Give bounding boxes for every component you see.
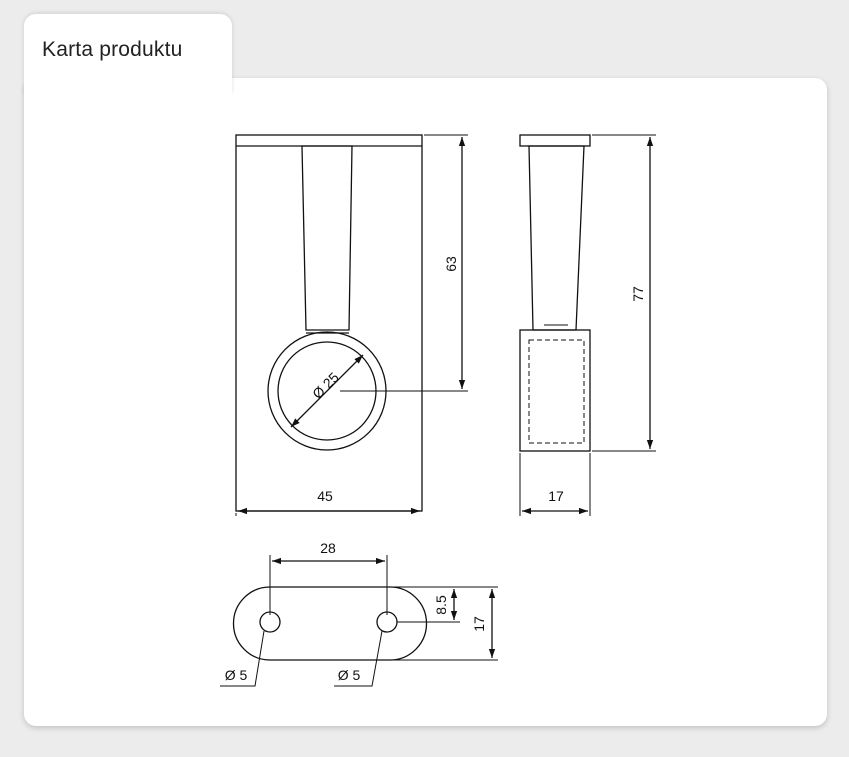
hole-spacing-28-label: 28 — [320, 540, 336, 556]
half-height-8-5-label: 8.5 — [433, 595, 449, 615]
width-45-label: 45 — [317, 488, 333, 504]
hole-right-diameter-label: Ø 5 — [337, 667, 361, 683]
page-title: Karta produktu — [42, 38, 183, 61]
side-stem — [529, 146, 584, 330]
front-stem — [302, 146, 352, 330]
side-top-flange — [520, 135, 590, 146]
side-view — [520, 135, 656, 516]
hole-left-diameter-label: Ø 5 — [224, 667, 248, 683]
side-hidden-ring — [529, 340, 584, 443]
plate-height-17-label: 17 — [471, 616, 487, 632]
front-view — [236, 135, 468, 516]
ring-diameter-label: Ø 25 — [309, 369, 342, 402]
front-backplate — [236, 135, 422, 511]
plate-outline — [234, 587, 427, 660]
height-77-label: 77 — [630, 286, 646, 302]
side-width-17-label: 17 — [548, 488, 564, 504]
height-63-label: 63 — [443, 256, 459, 272]
side-holder-body — [520, 330, 590, 451]
